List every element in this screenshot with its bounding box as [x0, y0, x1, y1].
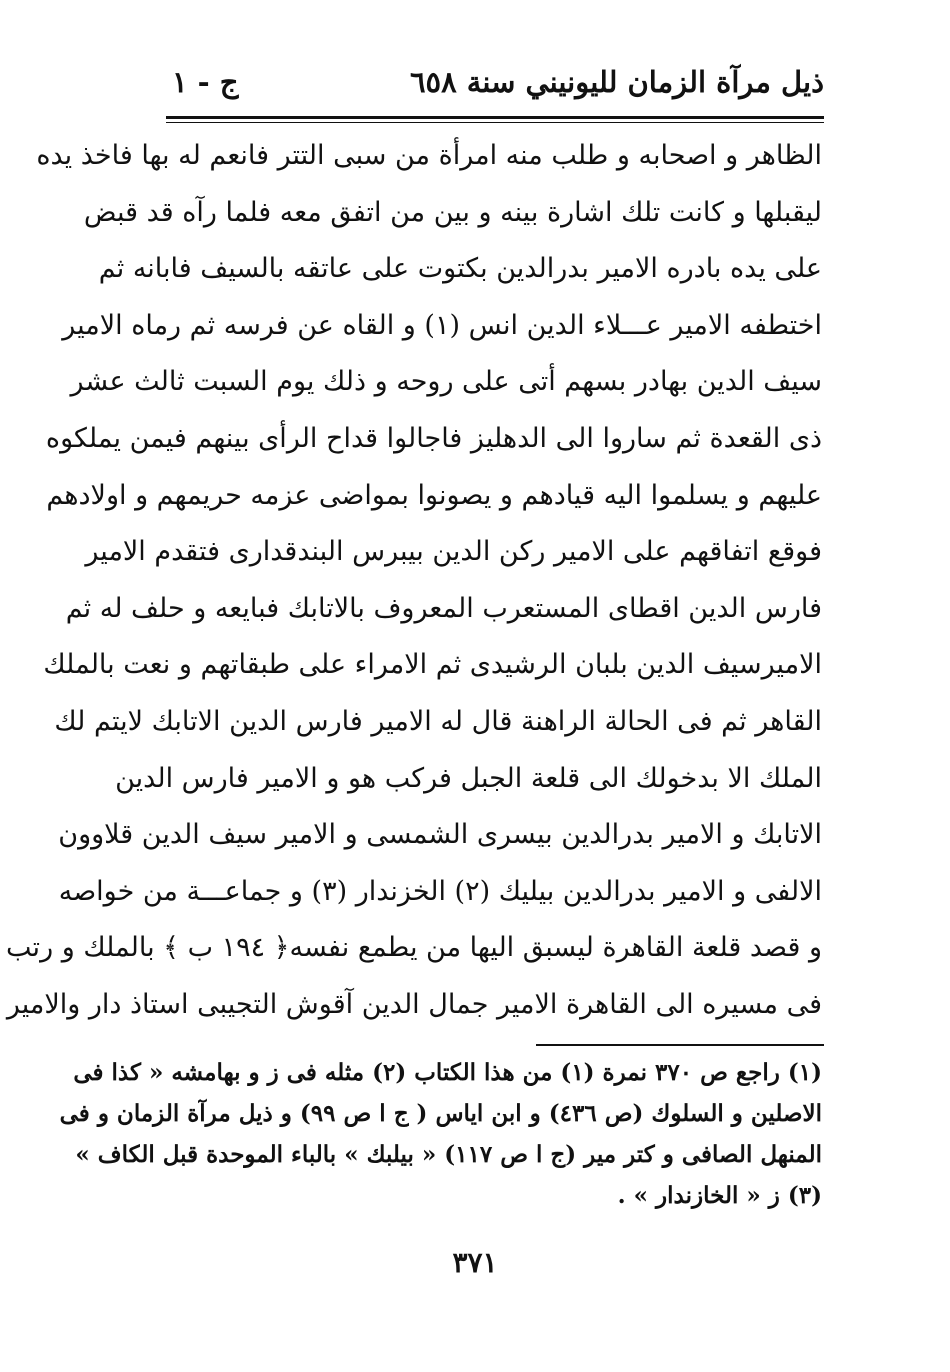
volume-label: ج - ١	[172, 65, 239, 99]
text-line: الاتابك و الامير بدرالدين بيسرى الشمسى و الامير سيف الدين قلاوون	[58, 819, 822, 851]
text-line: فارس الدين اقطاى المستعرب المعروف بالاتابك فبايعه و حلف له ثم	[65, 592, 822, 624]
footnote-line: المنهل الصافى و كتر مير (ج ا ص ١١٧) « بيلبك » بالباء الموحدة قبل الكاف »	[75, 1141, 822, 1168]
text-line: فى مسيره الى القاهرة الامير جمال الدين آقوش التجيبى استاذ دار والامير	[6, 988, 822, 1020]
text-line: الظاهر و اصحابه و طلب منه امرأة من سبى التتر فانعم له بها فاخذ يده	[36, 140, 822, 171]
text-line: الملك الا بدخولك الى قلعة الجبل فركب هو و الامير فارس الدين	[115, 762, 822, 794]
text-line: اختطفه الامير عـــلاء الدين انس (١) و القاه عن فرسه ثم رماه الامير	[62, 309, 822, 341]
header-rule-thin	[166, 122, 824, 123]
footnote-line: (١) راجع ص ٣٧٠ نمرة (١) من هذا الكتاب (٢) مثله فى ز و بهامشه « كذا فى	[73, 1059, 822, 1086]
header-rule-thick	[166, 116, 824, 119]
main-text	[6, 128, 822, 1034]
text-line: الاميرسيف الدين بلبان الرشيدى ثم الامراء على طبقاتهم و نعت بالملك	[43, 649, 822, 681]
text-line: القاهر ثم فى الحالة الراهنة قال له الامير فارس الدين الاتابك لايتم لك	[54, 705, 822, 737]
text-line: الالفى و الامير بدرالدين بيليك (٢) الخزندار (٣) و جماعـــة من خواصه	[58, 875, 822, 907]
footnote-line: (٣) ز « الخازندار » .	[617, 1182, 822, 1209]
page-number: ٣٧١	[452, 1246, 498, 1279]
running-title: ذيل مرآة الزمان لليونيني سنة ٦٥٨	[409, 65, 824, 99]
footnote-separator	[536, 1044, 824, 1046]
text-line: ذى القعدة ثم ساروا الى الدهليز فاجالوا قداح الرأى بينهم فيمن يملكوه	[45, 422, 822, 454]
text-line: سيف الدين بهادر بسهم أتى على روحه و ذلك يوم السبت ثالث عشر	[70, 366, 822, 398]
text-line: عليهم و يسلموا اليه قيادهم و يصونوا بمواضى عزمه حريمهم و اولادهم	[46, 479, 822, 511]
text-line: ليقبلها و كانت تلك اشارة بينه و بين من اتفق معه فلما رآه قد قبض	[83, 196, 822, 228]
footnotes	[59, 1052, 822, 1216]
text-line: و قصد قلعة القاهرة ليسبق اليها من يطمع نفسه﴿ ١٩٤ ب ﴾ بالملك و رتب	[6, 932, 822, 964]
footnote-line: الاصلين و السلوك (ص ٤٣٦) و ابن اياس ( ج ا ص ٩٩) و ذيل مرآة الزمان و فى	[59, 1100, 822, 1127]
text-line: على يده بادره الامير بدرالدين بكتوت على عاتقه بالسيف فابانه ثم	[98, 253, 822, 285]
text-line: فوقع اتفاقهم على الامير ركن الدين بيبرس البندقدارى فتقدم الامير	[85, 536, 822, 568]
page-header	[172, 58, 824, 110]
